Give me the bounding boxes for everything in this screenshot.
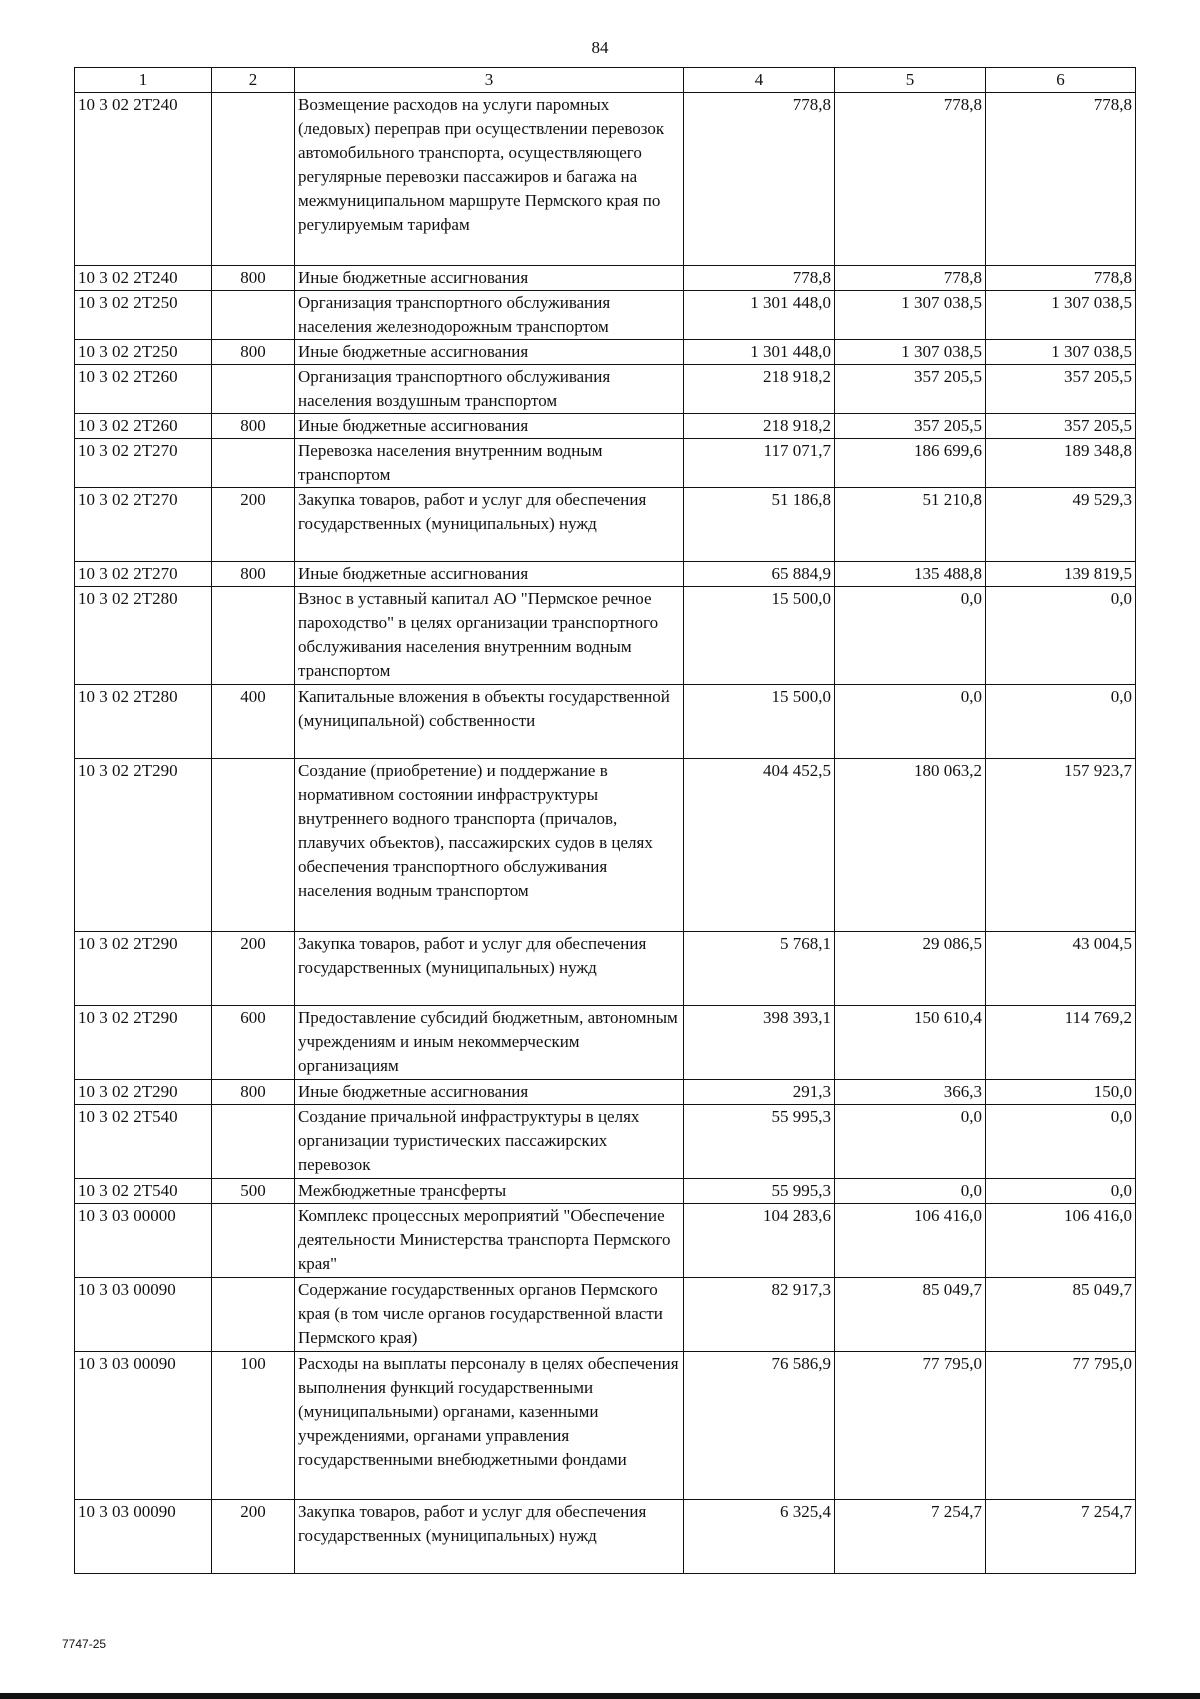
- budget-code: 10 3 02 2Т540: [75, 1105, 212, 1179]
- expense-type: 200: [212, 488, 295, 562]
- expense-type: [212, 1204, 295, 1278]
- table-row: [75, 1500, 1136, 1574]
- amount-col-5: 1 307 038,5: [835, 291, 986, 340]
- amount-col-6: 0,0: [986, 1105, 1136, 1179]
- amount-col-4: 5 768,1: [684, 932, 835, 1006]
- amount-col-6: 1 307 038,5: [986, 291, 1136, 340]
- item-name: Взнос в уставный капитал АО "Пермское речное пароходство" в целях организации транспортного обслуживания населения внутренним водным транспортом: [295, 587, 684, 685]
- table-row: [75, 1179, 1136, 1204]
- budget-code: 10 3 03 00000: [75, 1204, 212, 1278]
- budget-code: 10 3 02 2Т260: [75, 365, 212, 414]
- budget-code: 10 3 02 2Т240: [75, 266, 212, 291]
- table-row: [75, 93, 1136, 266]
- amount-col-4: 778,8: [684, 93, 835, 266]
- budget-code: 10 3 03 00090: [75, 1278, 212, 1352]
- amount-col-5: 186 699,6: [835, 439, 986, 488]
- budget-code: 10 3 02 2Т270: [75, 562, 212, 587]
- budget-code: 10 3 02 2Т540: [75, 1179, 212, 1204]
- budget-code: 10 3 02 2Т280: [75, 587, 212, 685]
- amount-col-4: 82 917,3: [684, 1278, 835, 1352]
- budget-code: 10 3 02 2Т280: [75, 685, 212, 759]
- amount-col-6: 7 254,7: [986, 1500, 1136, 1574]
- amount-col-5: 29 086,5: [835, 932, 986, 1006]
- amount-col-6: 114 769,2: [986, 1006, 1136, 1080]
- expense-type: 800: [212, 266, 295, 291]
- budget-code: 10 3 03 00090: [75, 1500, 212, 1574]
- table-row: [75, 1352, 1136, 1500]
- item-name: Организация транспортного обслуживания населения железнодорожным транспортом: [295, 291, 684, 340]
- expense-type: 800: [212, 340, 295, 365]
- amount-col-4: 65 884,9: [684, 562, 835, 587]
- amount-col-6: 778,8: [986, 93, 1136, 266]
- amount-col-4: 1 301 448,0: [684, 340, 835, 365]
- amount-col-4: 6 325,4: [684, 1500, 835, 1574]
- item-name: Межбюджетные трансферты: [295, 1179, 684, 1204]
- table-row: [75, 1006, 1136, 1080]
- budget-code: 10 3 02 2Т290: [75, 1080, 212, 1105]
- table-row: [75, 759, 1136, 932]
- item-name: Иные бюджетные ассигнования: [295, 414, 684, 439]
- amount-col-6: 85 049,7: [986, 1278, 1136, 1352]
- amount-col-4: 778,8: [684, 266, 835, 291]
- table-row: [75, 439, 1136, 488]
- item-name: Закупка товаров, работ и услуг для обеспечения государственных (муниципальных) нужд: [295, 932, 684, 1006]
- amount-col-5: 778,8: [835, 93, 986, 266]
- item-name: Закупка товаров, работ и услуг для обеспечения государственных (муниципальных) нужд: [295, 488, 684, 562]
- amount-col-5: 180 063,2: [835, 759, 986, 932]
- item-name: Возмещение расходов на услуги паромных (ледовых) переправ при осуществлении перевозок автомобильного транспорта, осуществляющего регулярные перевозки пассажиров и багажа на межмуниципальном маршруте Пермского края по регулируемым тарифам: [295, 93, 684, 266]
- expense-type: [212, 93, 295, 266]
- amount-col-4: 291,3: [684, 1080, 835, 1105]
- item-name: Капитальные вложения в объекты государственной (муниципальной) собственности: [295, 685, 684, 759]
- header-col-4: 4: [684, 68, 835, 93]
- amount-col-6: 157 923,7: [986, 759, 1136, 932]
- item-name: Иные бюджетные ассигнования: [295, 1080, 684, 1105]
- amount-col-6: 0,0: [986, 587, 1136, 685]
- item-name: Иные бюджетные ассигнования: [295, 340, 684, 365]
- table-row: [75, 365, 1136, 414]
- amount-col-5: 778,8: [835, 266, 986, 291]
- amount-col-4: 404 452,5: [684, 759, 835, 932]
- amount-col-5: 85 049,7: [835, 1278, 986, 1352]
- amount-col-4: 398 393,1: [684, 1006, 835, 1080]
- amount-col-4: 55 995,3: [684, 1105, 835, 1179]
- amount-col-6: 0,0: [986, 685, 1136, 759]
- table-header-row: [75, 68, 1136, 93]
- header-col-1: 1: [75, 68, 212, 93]
- expense-type: [212, 365, 295, 414]
- amount-col-4: 15 500,0: [684, 587, 835, 685]
- item-name: Содержание государственных органов Пермского края (в том числе органов государственной власти Пермского края): [295, 1278, 684, 1352]
- table-row: [75, 266, 1136, 291]
- expense-type: 200: [212, 932, 295, 1006]
- amount-col-6: 77 795,0: [986, 1352, 1136, 1500]
- amount-col-6: 43 004,5: [986, 932, 1136, 1006]
- budget-code: 10 3 02 2Т250: [75, 291, 212, 340]
- table-row: [75, 932, 1136, 1006]
- budget-code: 10 3 02 2Т290: [75, 1006, 212, 1080]
- expense-type: [212, 1278, 295, 1352]
- amount-col-6: 1 307 038,5: [986, 340, 1136, 365]
- expense-type: [212, 439, 295, 488]
- amount-col-5: 150 610,4: [835, 1006, 986, 1080]
- amount-col-4: 55 995,3: [684, 1179, 835, 1204]
- table-row: [75, 587, 1136, 685]
- budget-code: 10 3 03 00090: [75, 1352, 212, 1500]
- table-row: [75, 1105, 1136, 1179]
- amount-col-6: 106 416,0: [986, 1204, 1136, 1278]
- amount-col-4: 76 586,9: [684, 1352, 835, 1500]
- expense-type: 100: [212, 1352, 295, 1500]
- amount-col-4: 51 186,8: [684, 488, 835, 562]
- amount-col-6: 150,0: [986, 1080, 1136, 1105]
- table-row: [75, 291, 1136, 340]
- amount-col-5: 106 416,0: [835, 1204, 986, 1278]
- item-name: Создание причальной инфраструктуры в целях организации туристических пассажирских перевозок: [295, 1105, 684, 1179]
- amount-col-6: 0,0: [986, 1179, 1136, 1204]
- header-col-5: 5: [835, 68, 986, 93]
- amount-col-5: 0,0: [835, 685, 986, 759]
- item-name: Закупка товаров, работ и услуг для обеспечения государственных (муниципальных) нужд: [295, 1500, 684, 1574]
- expense-type: 400: [212, 685, 295, 759]
- header-col-6: 6: [986, 68, 1136, 93]
- expense-type: 800: [212, 414, 295, 439]
- amount-col-6: 49 529,3: [986, 488, 1136, 562]
- amount-col-5: 51 210,8: [835, 488, 986, 562]
- expense-type: 800: [212, 1080, 295, 1105]
- amount-col-5: 357 205,5: [835, 365, 986, 414]
- amount-col-6: 189 348,8: [986, 439, 1136, 488]
- table-row: [75, 1278, 1136, 1352]
- amount-col-6: 778,8: [986, 266, 1136, 291]
- item-name: Предоставление субсидий бюджетным, автономным учреждениям и иным некоммерческим организациям: [295, 1006, 684, 1080]
- table-row: [75, 685, 1136, 759]
- item-name: Расходы на выплаты персоналу в целях обеспечения выполнения функций государственными (муниципальными) органами, казенными учреждениями, органами управления государственными внебюджетными фондами: [295, 1352, 684, 1500]
- table-row: [75, 1080, 1136, 1105]
- amount-col-5: 0,0: [835, 1105, 986, 1179]
- amount-col-5: 357 205,5: [835, 414, 986, 439]
- amount-col-4: 15 500,0: [684, 685, 835, 759]
- budget-code: 10 3 02 2Т240: [75, 93, 212, 266]
- expense-type: 500: [212, 1179, 295, 1204]
- page-number: 84: [591, 38, 609, 57]
- table-row: [75, 488, 1136, 562]
- expense-type: 600: [212, 1006, 295, 1080]
- budget-code: 10 3 02 2Т290: [75, 759, 212, 932]
- amount-col-6: 357 205,5: [986, 365, 1136, 414]
- table-row: [75, 340, 1136, 365]
- document-code: 7747-25: [62, 1637, 107, 1651]
- amount-col-5: 0,0: [835, 587, 986, 685]
- budget-code: 10 3 02 2Т260: [75, 414, 212, 439]
- expense-type: [212, 759, 295, 932]
- item-name: Организация транспортного обслуживания населения воздушным транспортом: [295, 365, 684, 414]
- table-row: [75, 562, 1136, 587]
- amount-col-4: 1 301 448,0: [684, 291, 835, 340]
- item-name: Создание (приобретение) и поддержание в нормативном состоянии инфраструктуры внутреннего водного транспорта (причалов, плавучих объектов), пассажирских судов в целях обеспечения транспортного обслуживания населения водным транспортом: [295, 759, 684, 932]
- expense-type: [212, 1105, 295, 1179]
- budget-code: 10 3 02 2Т270: [75, 439, 212, 488]
- amount-col-5: 1 307 038,5: [835, 340, 986, 365]
- amount-col-4: 218 918,2: [684, 365, 835, 414]
- expense-type: [212, 291, 295, 340]
- amount-col-6: 139 819,5: [986, 562, 1136, 587]
- expense-type: [212, 587, 295, 685]
- budget-table: [74, 67, 1136, 1574]
- amount-col-5: 0,0: [835, 1179, 986, 1204]
- expense-type: 200: [212, 1500, 295, 1574]
- expense-type: 800: [212, 562, 295, 587]
- budget-code: 10 3 02 2Т290: [75, 932, 212, 1006]
- item-name: Иные бюджетные ассигнования: [295, 562, 684, 587]
- amount-col-5: 77 795,0: [835, 1352, 986, 1500]
- amount-col-6: 357 205,5: [986, 414, 1136, 439]
- amount-col-5: 366,3: [835, 1080, 986, 1105]
- item-name: Перевозка населения внутренним водным транспортом: [295, 439, 684, 488]
- budget-code: 10 3 02 2Т250: [75, 340, 212, 365]
- header-col-2: 2: [212, 68, 295, 93]
- amount-col-4: 117 071,7: [684, 439, 835, 488]
- amount-col-4: 104 283,6: [684, 1204, 835, 1278]
- amount-col-4: 218 918,2: [684, 414, 835, 439]
- item-name: Комплекс процессных мероприятий "Обеспечение деятельности Министерства транспорта Пермского края": [295, 1204, 684, 1278]
- table-row: [75, 414, 1136, 439]
- table-row: [75, 1204, 1136, 1278]
- header-col-3: 3: [295, 68, 684, 93]
- budget-code: 10 3 02 2Т270: [75, 488, 212, 562]
- item-name: Иные бюджетные ассигнования: [295, 266, 684, 291]
- amount-col-5: 7 254,7: [835, 1500, 986, 1574]
- amount-col-5: 135 488,8: [835, 562, 986, 587]
- scan-bottom-edge: [0, 1693, 1200, 1699]
